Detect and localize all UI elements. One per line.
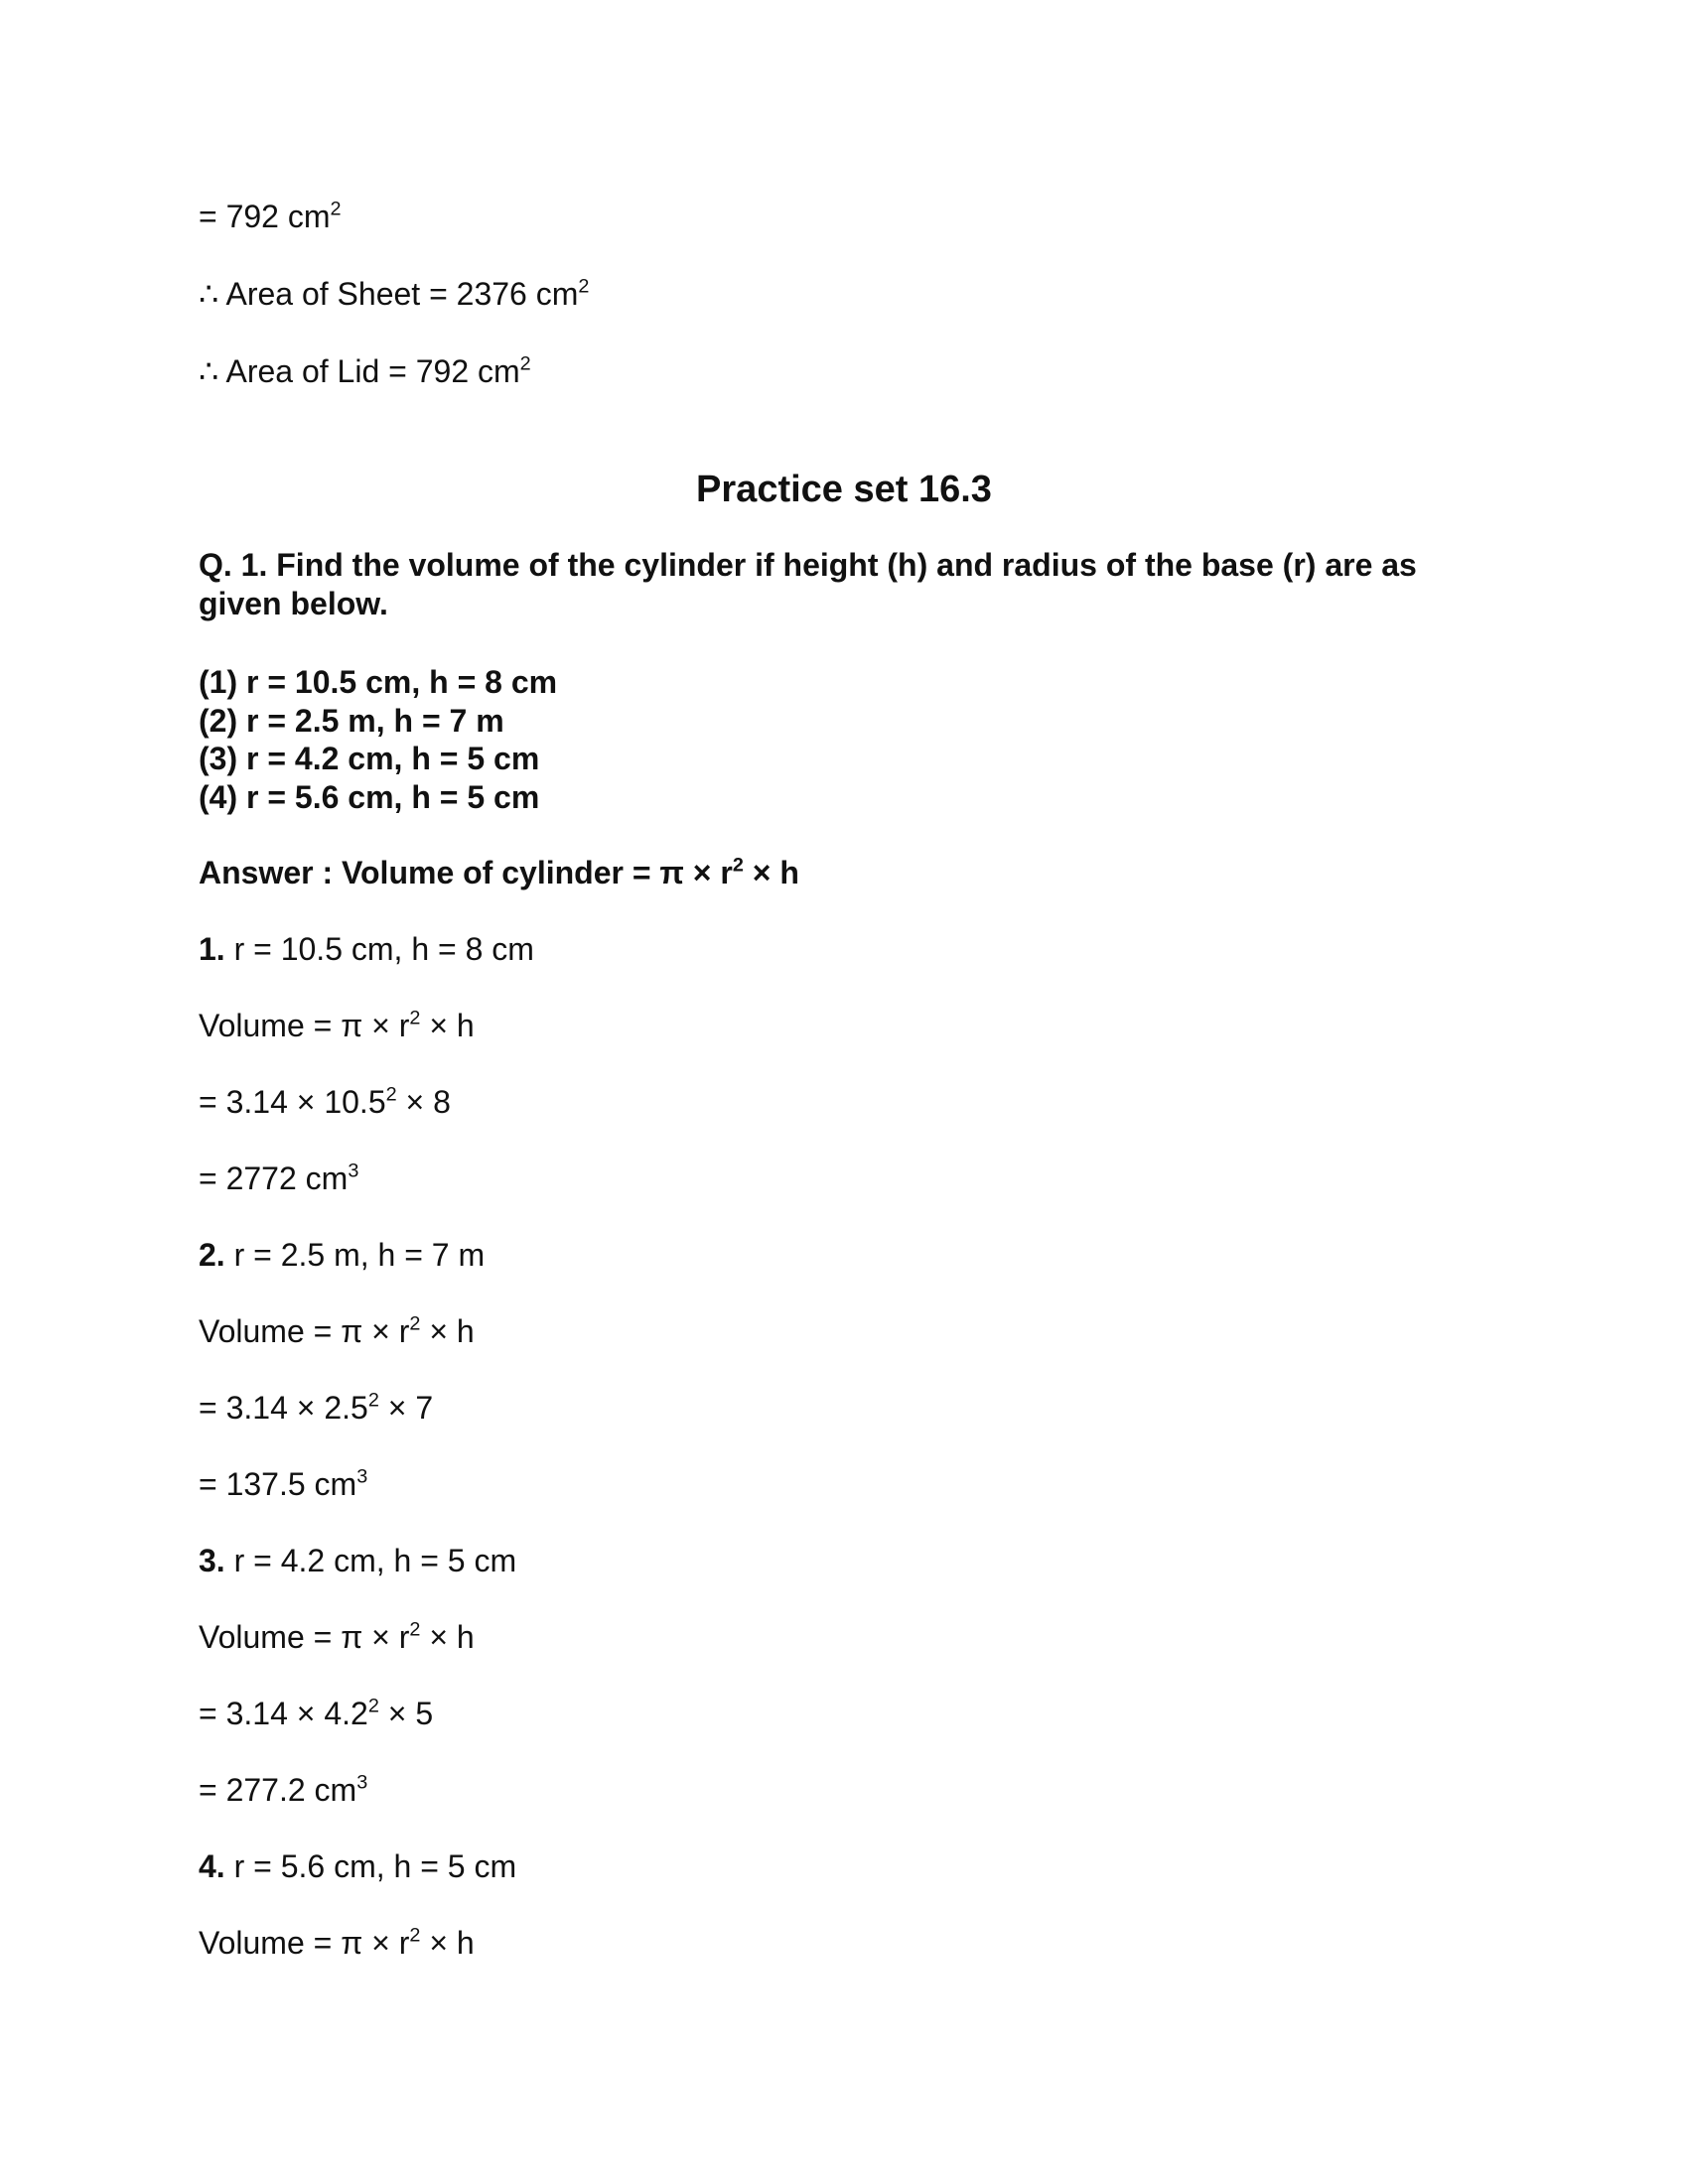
part-1-formula: Volume = $\pi \times r^2 \times h$ <box>199 1007 475 1043</box>
part-2-result: = 137.5 $cm^3$ <box>199 1465 368 1502</box>
part-2-substitution: = $3.14 \times 2.5^2 \times 7$ <box>199 1389 434 1426</box>
question-item: (4) r = 5.6 cm, h = 5 cm <box>199 778 540 815</box>
part-4-given: 4. r = 5.6 cm, h = 5 cm <box>199 1848 517 1884</box>
part-3-result: = 277.2 $cm^3$ <box>199 1771 368 1808</box>
area-of-sheet-line: ∴ Area of Sheet = 2376 $cm^2$ <box>199 275 590 312</box>
section-title: Practice set 16.3 <box>696 469 992 510</box>
part-2-given: 2. r = 2.5 m, h = 7 m <box>199 1237 486 1273</box>
part-4-formula: Volume = $\pi \times r^2 \times h$ <box>199 1924 475 1961</box>
part-3-substitution: = $3.14 \times 4.2^2 \times 5$ <box>199 1695 434 1731</box>
part-1-substitution: = $3.14 \times 10.5^2 \times 8$ <box>199 1083 451 1120</box>
answer-heading: Answer : Volume of cylinder = $\pi \times r^2 \times h$ <box>199 854 799 890</box>
area-of-lid-line: ∴ Area of Lid = 792 $cm^2$ <box>199 352 531 389</box>
part-1-result: = 2772 $cm^3$ <box>199 1160 359 1196</box>
question-item: (1) r = 10.5 cm, h = 8 cm <box>199 664 558 700</box>
area-result-line: = 792 $cm^2$ <box>199 198 342 234</box>
question-text: Q. 1. Find the volume of the cylinder if height (h) and radius of the base (r) are as given below. <box>199 547 1417 621</box>
question-item: (2) r = 2.5 m, h = 7 m <box>199 702 504 739</box>
part-1-given: 1. r = 10.5 cm, h = 8 cm <box>199 931 534 967</box>
question-item: (3) r = 4.2 cm, h = 5 cm <box>199 741 540 776</box>
part-3-given: 3. r = 4.2 cm, h = 5 cm <box>199 1543 517 1578</box>
question-items <box>199 663 557 816</box>
part-2-formula: Volume = $\pi \times r^2 \times h$ <box>199 1312 475 1349</box>
part-3-formula: Volume = $\pi \times r^2 \times h$ <box>199 1618 475 1655</box>
